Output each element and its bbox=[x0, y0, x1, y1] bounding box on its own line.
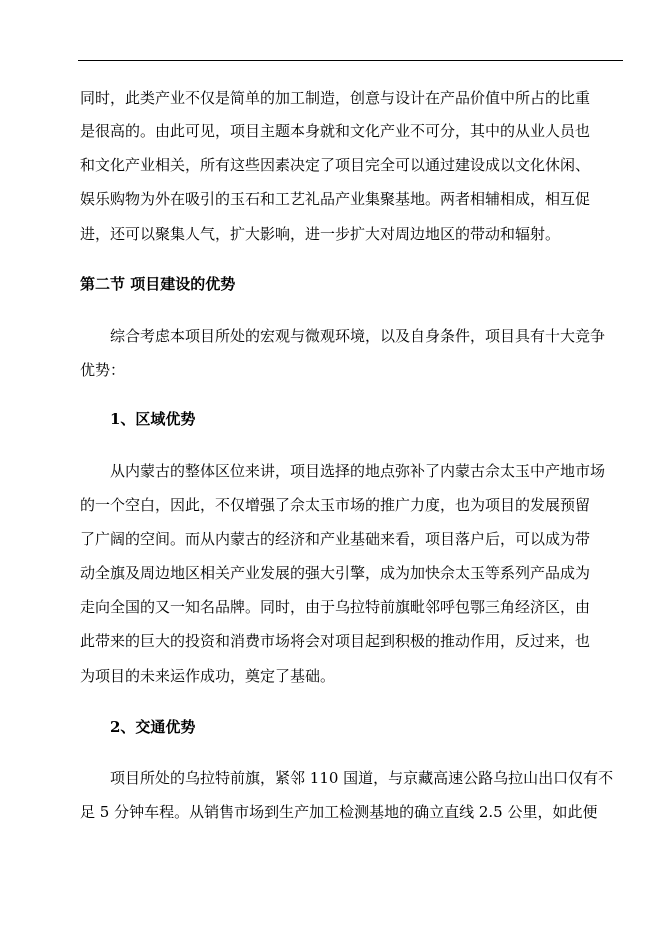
paragraph-line: 为项目的未来运作成功，奠定了基础。 bbox=[80, 667, 336, 685]
paragraph-line: 了广阔的空间。而从内蒙古的经济和产业基础来看，项目落户后，可以成为带 bbox=[80, 530, 591, 548]
paragraph-line: 从内蒙古的整体区位来讲，项目选择的地点弥补了内蒙古佘太玉中产地市场 bbox=[110, 462, 606, 480]
paragraph-line: 进，还可以聚集人气，扩大影响，进一步扩大对周边地区的带动和辐射。 bbox=[80, 225, 561, 243]
paragraph-line: 项目所处的乌拉特前旗，紧邻 110 国道，与京藏高速公路乌拉山出口仅有不 bbox=[110, 769, 614, 787]
paragraph-line: 动全旗及周边地区相关产业发展的强大引擎，成为加快佘太玉等系列产品成为 bbox=[80, 564, 591, 582]
subsection-heading: 2、交通优势 bbox=[110, 718, 196, 736]
header-rule bbox=[78, 60, 623, 61]
paragraph-line: 和文化产业相关，所有这些因素决定了项目完全可以通过建设成以文化休闲、 bbox=[80, 156, 591, 174]
paragraph-line: 娱乐购物为外在吸引的玉石和工艺礼品产业集聚基地。两者相辅相成，相互促 bbox=[80, 190, 591, 208]
paragraph-line: 此带来的巨大的投资和消费市场将会对项目起到积极的推动作用，反过来，也 bbox=[80, 632, 591, 650]
paragraph-line: 同时，此类产业不仅是简单的加工制造，创意与设计在产品价值中所占的比重 bbox=[80, 89, 591, 107]
subsection-heading: 1、区域优势 bbox=[110, 410, 196, 428]
paragraph-line: 优势： bbox=[80, 361, 126, 379]
paragraph-line: 的一个空白，因此，不仅增强了佘太玉市场的推广力度，也为项目的发展预留 bbox=[80, 496, 591, 514]
paragraph-line: 综合考虑本项目所处的宏观与微观环境，以及自身条件，项目具有十大竞争 bbox=[110, 327, 606, 345]
paragraph-line: 是很高的。由此可见，项目主题本身就和文化产业不可分，其中的从业人员也 bbox=[80, 122, 591, 140]
paragraph-line: 走向全国的又一知名品牌。同时，由于乌拉特前旗毗邻呼包鄂三角经济区，由 bbox=[80, 598, 591, 616]
section-heading: 第二节 项目建设的优势 bbox=[80, 275, 236, 293]
paragraph-line: 足 5 分钟车程。从销售市场到生产加工检测基地的确立直线 2.5 公里，如此便 bbox=[80, 803, 598, 821]
